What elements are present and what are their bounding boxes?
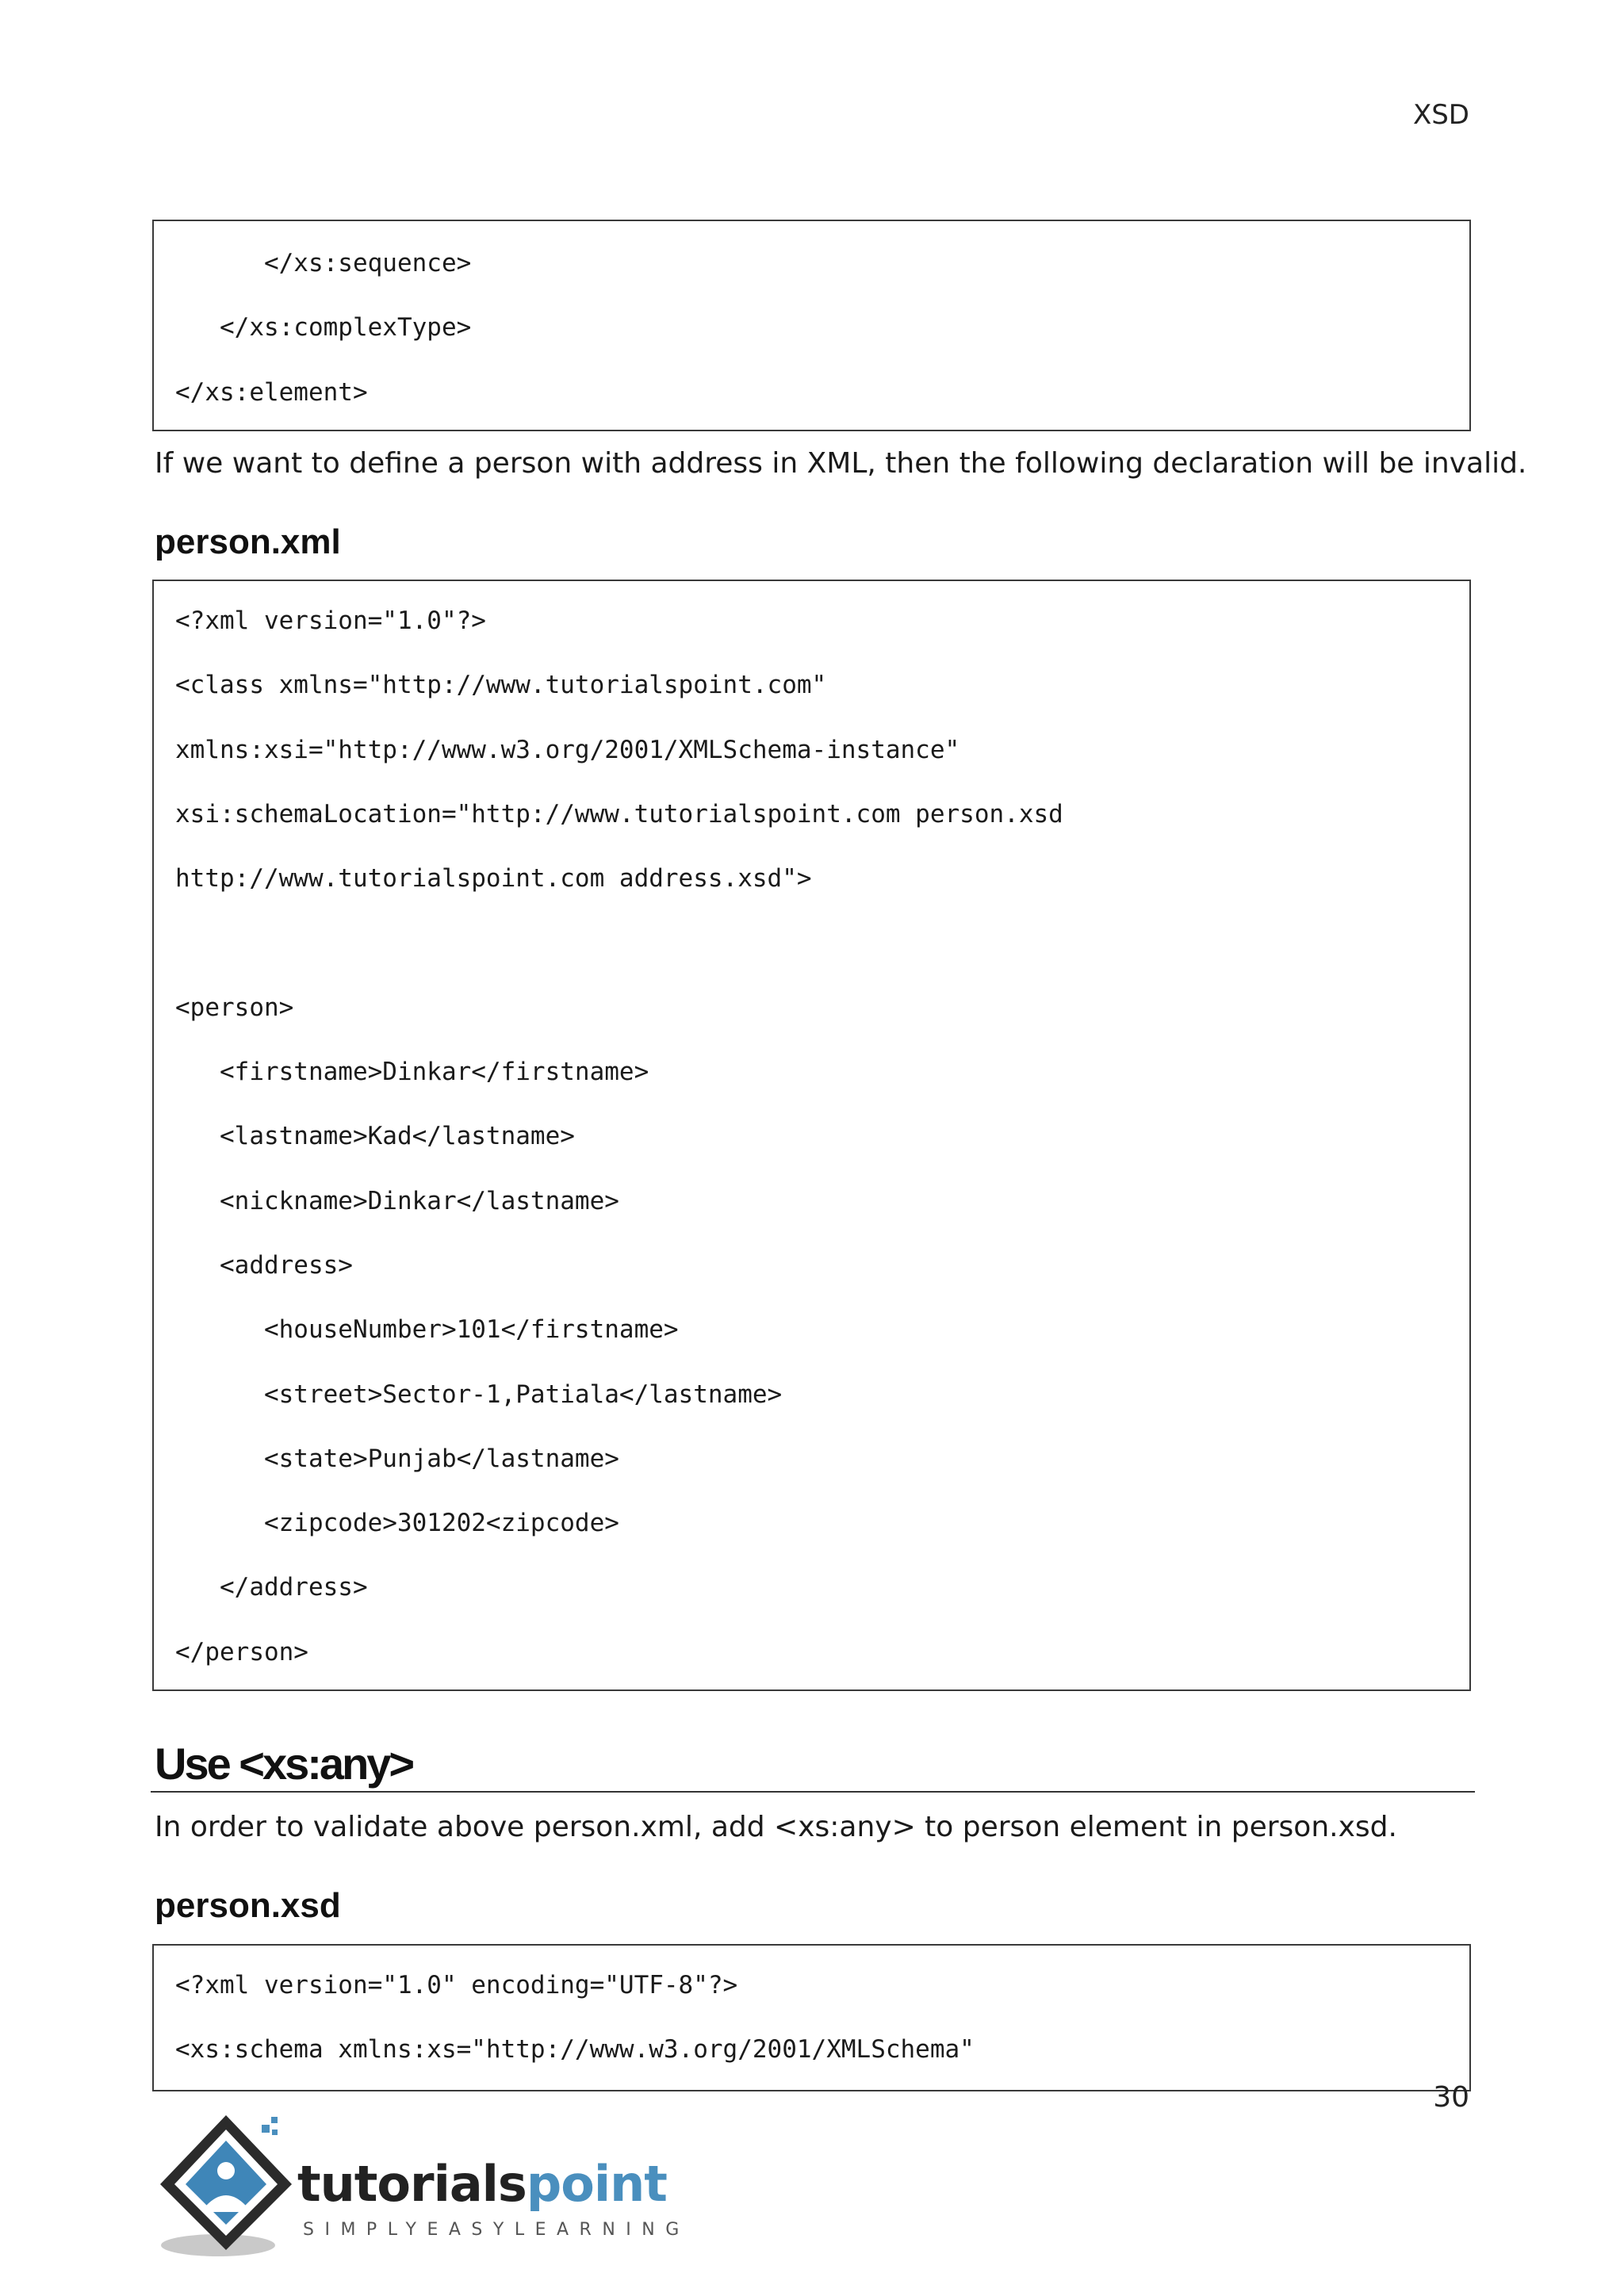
paragraph-invalid-declaration: If we want to define a person with address in XML, then the following declaration will be invalid.: [155, 447, 1527, 480]
code-line: </xs:complexType>: [175, 313, 472, 342]
code-line: [175, 911, 1469, 975]
code-line: <lastname>Kad</lastname>: [175, 1122, 575, 1151]
logo-wordmark: [297, 2155, 667, 2213]
logo-emblem-icon: [151, 2109, 301, 2267]
code-block-person-xml: [152, 580, 1471, 1691]
code-line: </xs:element>: [175, 377, 368, 407]
code-line: <nickname>Dinkar</lastname>: [175, 1186, 619, 1215]
logo-word-tutorials: tutorials: [297, 2155, 527, 2213]
tutorialspoint-logo: [151, 2109, 690, 2267]
logo-tagline: SIMPLYEASYLEARNING: [303, 2220, 690, 2240]
code-block-person-xsd: [152, 1944, 1471, 2091]
code-line: <street>Sector-1,Patiala</lastname>: [175, 1380, 783, 1409]
code-line: <class xmlns="http://www.tutorialspoint.com": [175, 671, 827, 700]
page-number: 30: [1433, 2081, 1469, 2114]
section-divider: [151, 1791, 1475, 1793]
code-line: http://www.tutorialspoint.com address.xsd">: [175, 864, 812, 894]
running-header: XSD: [1412, 99, 1469, 131]
logo-word-point: point: [526, 2155, 667, 2213]
heading-person-xsd: person.xsd: [155, 1886, 341, 1925]
paragraph-validate-instruction: In order to validate above person.xml, add <xs:any> to person element in person.xsd.: [155, 1811, 1397, 1843]
code-line: </person>: [175, 1637, 308, 1667]
code-block-1: [152, 220, 1471, 431]
code-line: <xs:schema xmlns:xs="http://www.w3.org/2001/XMLSchema": [175, 2035, 975, 2064]
heading-person-xml: person.xml: [155, 522, 341, 561]
code-line: <state>Punjab</lastname>: [175, 1444, 619, 1473]
code-line: </xs:sequence>: [175, 249, 472, 277]
code-line: <person>: [175, 993, 294, 1022]
code-line: xmlns:xsi="http://www.w3.org/2001/XMLSchema-instance": [175, 735, 960, 764]
code-line: <?xml version="1.0" encoding="UTF-8"?>: [175, 1971, 738, 1999]
code-line: xsi:schemaLocation="http://www.tutorialspoint.com person.xsd: [175, 799, 1063, 828]
code-line: <zipcode>301202<zipcode>: [175, 1509, 619, 1538]
code-line: <firstname>Dinkar</firstname>: [175, 1058, 649, 1087]
code-line: <houseNumber>101</firstname>: [175, 1315, 679, 1345]
code-line: </address>: [175, 1573, 368, 1602]
section-heading-use-xs-any: Use <xs:any>: [155, 1739, 413, 1789]
code-line: <?xml version="1.0"?>: [175, 607, 486, 635]
code-line: <address>: [175, 1250, 353, 1280]
